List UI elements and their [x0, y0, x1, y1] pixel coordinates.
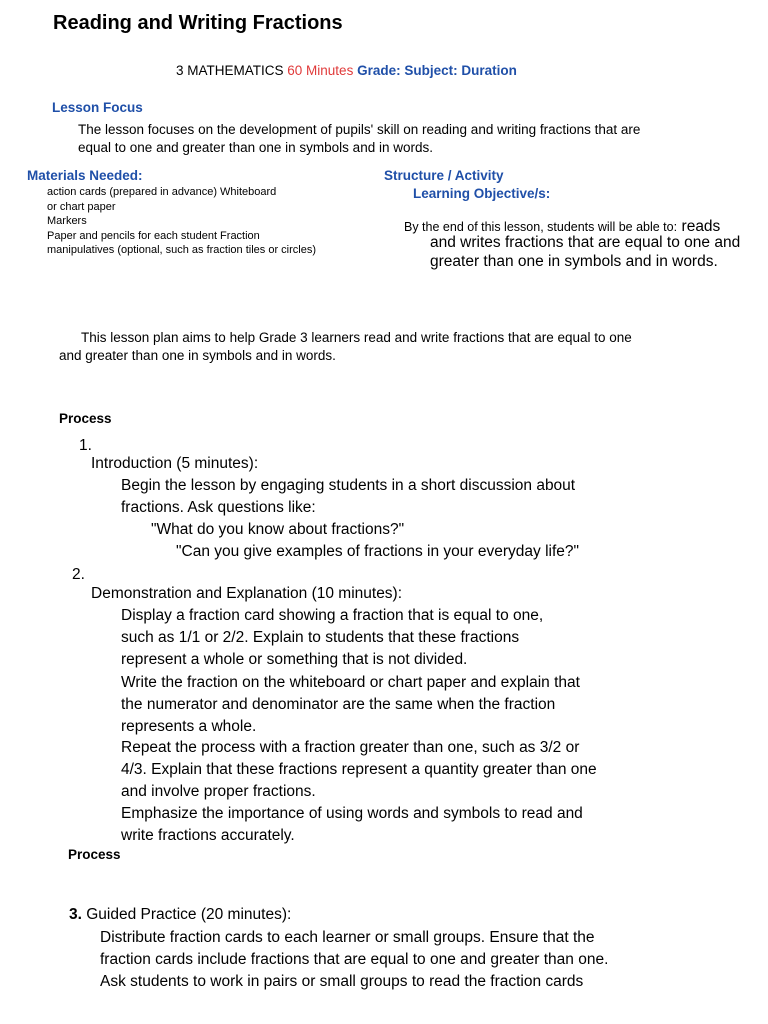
materials-line-2: or chart paper — [47, 200, 116, 213]
step-1-question-2: "Can you give examples of fractions in your everyday life?" — [176, 543, 580, 560]
materials-heading: Materials Needed: — [27, 168, 143, 183]
step-2-line-1: Display a fraction card showing a fraction that is equal to one, — [121, 607, 544, 624]
objective-line-2: and writes fractions that are equal to one and — [430, 234, 741, 251]
grade-subject: 3 MATHEMATICS — [176, 63, 284, 78]
lesson-meta — [176, 63, 517, 78]
step-3-line-2: fraction cards include fractions that are equal to one and greater than one. — [100, 951, 609, 968]
step-1-question-1: "What do you know about fractions?" — [151, 521, 405, 538]
process-heading-2: Process — [68, 847, 121, 862]
lesson-focus-line-2: equal to one and greater than one in symbols and in words. — [78, 140, 433, 155]
page-title: Reading and Writing Fractions — [53, 12, 343, 34]
meta-labels: Grade: Subject: Duration — [357, 63, 517, 78]
summary-line-2: and greater than one in symbols and in words. — [59, 348, 336, 363]
step-1-title: Introduction (5 minutes): — [91, 455, 259, 472]
learning-objective-heading: Learning Objective/s: — [413, 186, 551, 201]
step-3-number: 3. — [69, 906, 82, 923]
step-1-line-1: Begin the lesson by engaging students in a short discussion about — [121, 477, 576, 494]
step-2-line-4: Write the fraction on the whiteboard or chart paper and explain that — [121, 674, 580, 691]
step-2-line-10: Emphasize the importance of using words and symbols to read and — [121, 805, 583, 822]
step-2-line-11: write fractions accurately. — [121, 827, 295, 844]
materials-line-1: action cards (prepared in advance) Whiteboard — [47, 186, 277, 198]
materials-line-3: Markers — [47, 215, 87, 227]
structure-heading: Structure / Activity — [384, 168, 504, 183]
step-2-line-3: represent a whole or something that is not divided. — [121, 651, 468, 668]
lesson-focus-heading: Lesson Focus — [52, 100, 143, 115]
objective-reads: reads — [681, 218, 721, 235]
step-3-line-1: Distribute fraction cards to each learner or small groups. Ensure that the — [100, 929, 595, 946]
objective-line-3: greater than one in symbols and in words. — [430, 253, 718, 270]
lesson-focus-line-1: The lesson focuses on the development of pupils' skill on reading and writing fractions that are — [78, 122, 641, 137]
step-1-line-2: fractions. Ask questions like: — [121, 499, 316, 516]
step-3-title: Guided Practice (20 minutes): — [86, 906, 292, 923]
step-2-line-5: the numerator and denominator are the same when the fraction — [121, 696, 556, 713]
summary-line-1: This lesson plan aims to help Grade 3 learners read and write fractions that are equal to one — [81, 330, 632, 345]
step-3-heading — [69, 904, 291, 926]
step-2-line-6: represents a whole. — [121, 718, 257, 735]
step-2-line-2: such as 1/1 or 2/2. Explain to students that these fractions — [121, 629, 520, 646]
step-2-title: Demonstration and Explanation (10 minutes): — [91, 585, 403, 602]
step-2-number: 2. — [72, 566, 85, 583]
process-heading: Process — [59, 411, 112, 426]
step-2-line-9: and involve proper fractions. — [121, 783, 316, 800]
materials-line-4: Paper and pencils for each student Fraction — [47, 229, 260, 242]
objective-intro: By the end of this lesson, students will be able to: — [404, 220, 678, 234]
materials-line-5: manipulatives (optional, such as fraction tiles or circles) — [47, 244, 317, 256]
step-3-line-3: Ask students to work in pairs or small groups to read the fraction cards — [100, 973, 584, 990]
duration: 60 Minutes — [287, 63, 354, 78]
step-2-line-8: 4/3. Explain that these fractions represent a quantity greater than one — [121, 761, 597, 778]
step-1-number: 1. — [79, 437, 92, 454]
step-2-line-7: Repeat the process with a fraction greater than one, such as 3/2 or — [121, 739, 580, 756]
